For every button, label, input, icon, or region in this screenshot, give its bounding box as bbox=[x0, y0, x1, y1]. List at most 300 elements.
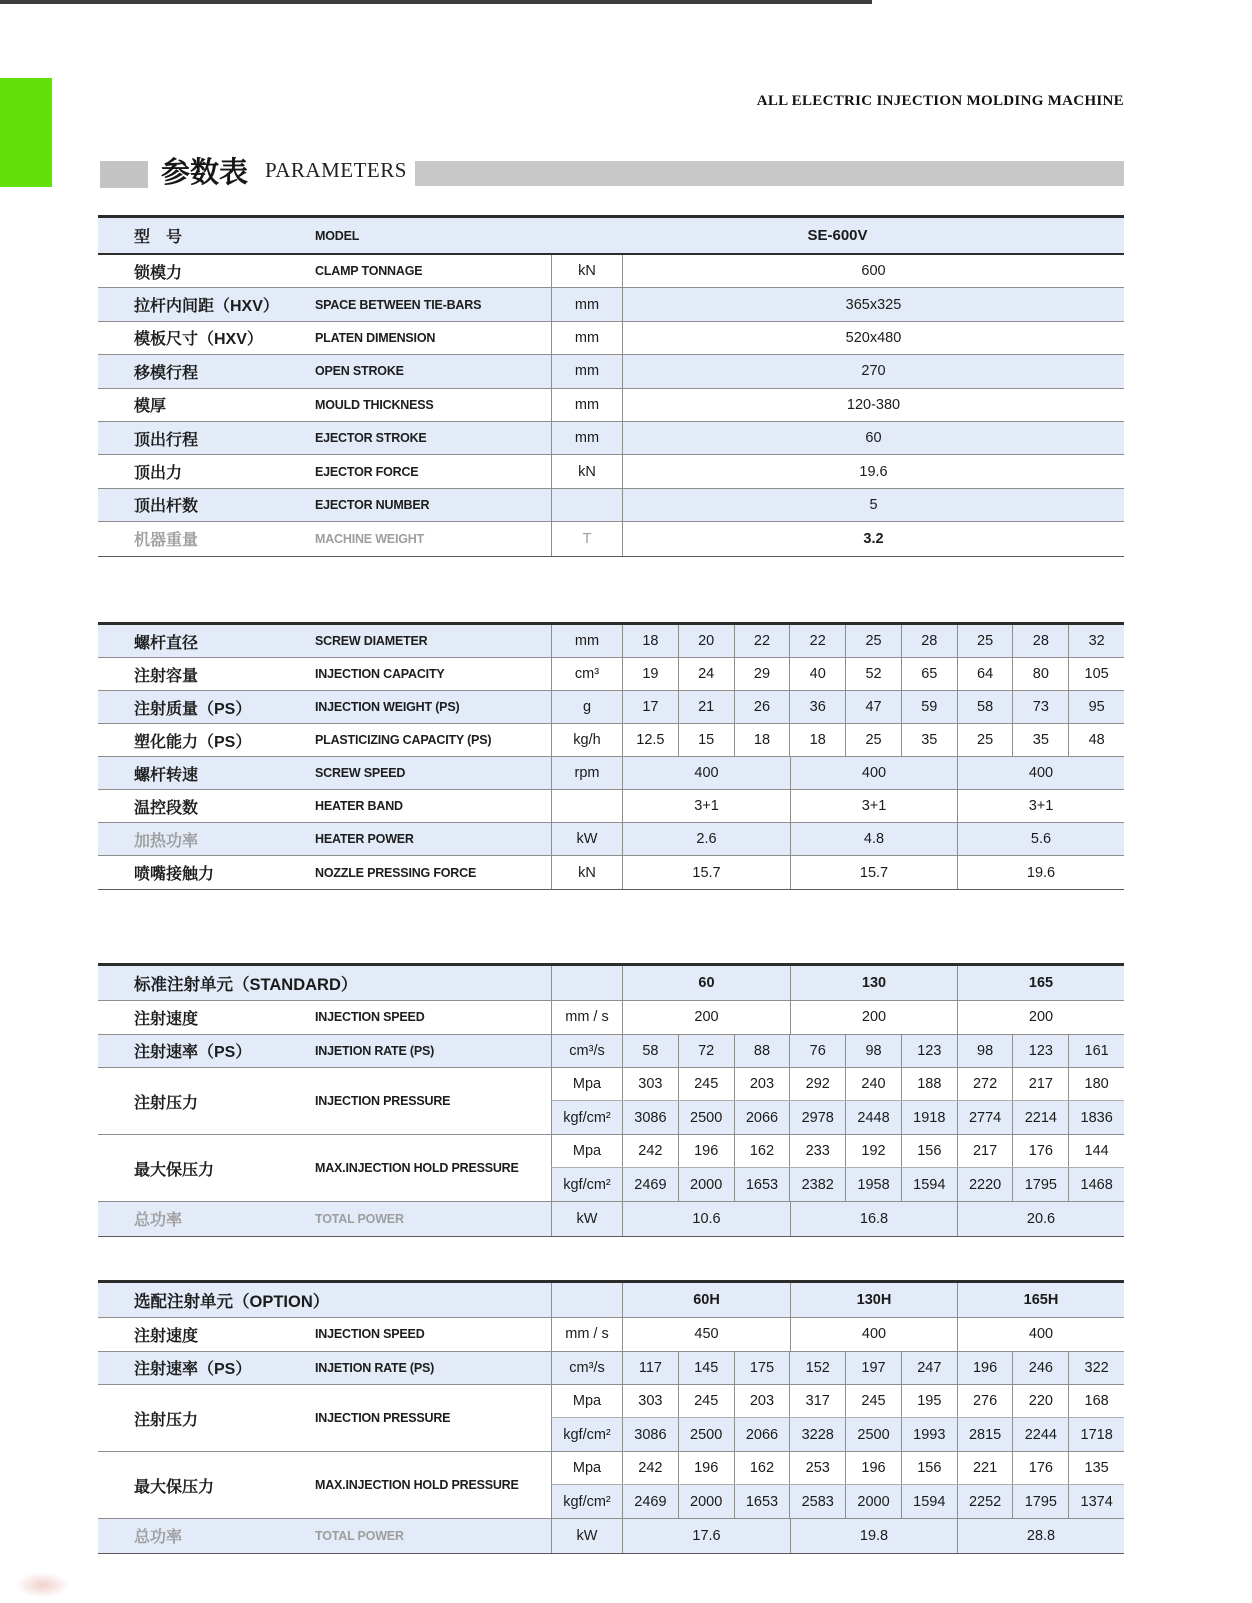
row-unit bbox=[551, 489, 623, 521]
row-unit: kW bbox=[551, 823, 623, 855]
value-cell: 180 bbox=[1068, 1068, 1124, 1100]
row-unit: mm bbox=[551, 288, 623, 320]
row-values bbox=[623, 422, 1124, 454]
value-cell: 1718 bbox=[1068, 1418, 1124, 1451]
row-values bbox=[623, 1068, 1124, 1100]
row-values bbox=[623, 1035, 1124, 1068]
row-label-cn: 注射速度 bbox=[134, 1010, 199, 1028]
table-row bbox=[98, 856, 1124, 889]
value-cell: 162 bbox=[734, 1452, 790, 1484]
row-label-cn: 螺杆转速 bbox=[134, 766, 199, 784]
value-cell: 145 bbox=[678, 1352, 734, 1385]
value-cell: 2066 bbox=[734, 1101, 790, 1134]
row-unit: rpm bbox=[551, 757, 623, 789]
value-cell: 73 bbox=[1012, 691, 1068, 723]
value-cell: 105 bbox=[1068, 658, 1124, 690]
row-label-cn: 注射质量（PS） bbox=[134, 700, 252, 718]
row-label-cn: 螺杆直径 bbox=[134, 634, 199, 652]
value-cell: 192 bbox=[845, 1135, 901, 1167]
row-label-en: SCREW SPEED bbox=[315, 766, 406, 780]
value-cell: 1653 bbox=[734, 1485, 790, 1518]
row-label-en: HEATER POWER bbox=[315, 832, 414, 846]
row-label-en: MOULD THICKNESS bbox=[315, 397, 434, 412]
row-label-cn: 机器重量 bbox=[134, 532, 199, 550]
row-values bbox=[623, 255, 1124, 287]
value-cell: 2774 bbox=[957, 1101, 1013, 1134]
value-cell: 2500 bbox=[845, 1418, 901, 1451]
value-cell: 22 bbox=[789, 625, 845, 657]
row-subrows bbox=[551, 1385, 1124, 1451]
row-label-cn: 注射速率（PS） bbox=[134, 1361, 252, 1379]
row-label-en: EJECTOR NUMBER bbox=[315, 497, 430, 512]
value-cell: 176 bbox=[1012, 1452, 1068, 1484]
table-row bbox=[98, 625, 1124, 658]
table-subrow bbox=[551, 1135, 1124, 1168]
value-cell: 29 bbox=[734, 658, 790, 690]
value-cell: 72 bbox=[678, 1035, 734, 1068]
value-cell: 200 bbox=[957, 1001, 1124, 1034]
value-cell: 1374 bbox=[1068, 1485, 1124, 1518]
option-injection-unit-table bbox=[98, 1280, 1124, 1554]
row-values bbox=[623, 790, 1124, 822]
value-cell: 400 bbox=[957, 1318, 1124, 1351]
row-label-en: MACHINE WEIGHT bbox=[315, 531, 424, 546]
row-label-cn: 注射速率（PS） bbox=[134, 1044, 252, 1062]
value-cell: 65 bbox=[901, 658, 957, 690]
row-values bbox=[623, 823, 1124, 855]
table-subrow bbox=[551, 1168, 1124, 1201]
value-cell: 15.7 bbox=[692, 864, 721, 881]
value-cell: 322 bbox=[1068, 1352, 1124, 1385]
value-cell: 242 bbox=[638, 1460, 663, 1476]
value-cell: 28 bbox=[1012, 625, 1068, 657]
row-values bbox=[623, 658, 1124, 690]
row-unit: Mpa bbox=[551, 1135, 623, 1167]
row-label-en: INJECTION CAPACITY bbox=[315, 667, 445, 681]
table-row bbox=[98, 1452, 1124, 1519]
table-row bbox=[98, 255, 1124, 288]
value-cell: 217 bbox=[1012, 1068, 1068, 1100]
value-cell: 203 bbox=[734, 1068, 790, 1100]
table-row bbox=[98, 522, 1124, 555]
value-cell: 400 bbox=[694, 765, 719, 781]
value-cell: 2448 bbox=[845, 1101, 901, 1134]
value-cell: 144 bbox=[1068, 1135, 1124, 1167]
value-cell: 400 bbox=[790, 757, 957, 789]
title-decoration-bar bbox=[415, 161, 1124, 186]
option_table-header bbox=[98, 1283, 1124, 1318]
row-values bbox=[623, 856, 1124, 889]
standard_table-header bbox=[98, 966, 1124, 1001]
page-top-accent-strip bbox=[0, 0, 872, 4]
row-unit: Mpa bbox=[551, 1452, 623, 1484]
value-cell: 162 bbox=[734, 1135, 790, 1167]
row-values bbox=[623, 1418, 1124, 1451]
row-values bbox=[623, 1485, 1124, 1518]
row-subrows bbox=[551, 1452, 1124, 1518]
value-cell: 195 bbox=[901, 1385, 957, 1417]
row-label-en: TOTAL POWER bbox=[315, 1211, 404, 1226]
row-label-cn: 总功率 bbox=[134, 1529, 183, 1547]
value-cell: 2382 bbox=[789, 1168, 845, 1201]
value-cell: 247 bbox=[901, 1352, 957, 1385]
row-unit bbox=[551, 790, 623, 822]
value-cell: 253 bbox=[789, 1452, 845, 1484]
value-cell: 16.8 bbox=[790, 1202, 957, 1236]
value-cell: 196 bbox=[845, 1452, 901, 1484]
table-row bbox=[98, 757, 1124, 790]
table-row bbox=[98, 1318, 1124, 1352]
row-values bbox=[623, 1352, 1124, 1385]
value-cell: 220 bbox=[1012, 1385, 1068, 1417]
value-cell: 276 bbox=[957, 1385, 1013, 1417]
row-value: 3.2 bbox=[863, 530, 884, 547]
group-header-cell: 165 bbox=[957, 966, 1124, 1000]
table-row bbox=[98, 322, 1124, 355]
value-cell: 156 bbox=[901, 1135, 957, 1167]
table-row bbox=[98, 691, 1124, 724]
table-row bbox=[98, 823, 1124, 856]
row-unit: g bbox=[551, 691, 623, 723]
table-subrow bbox=[551, 1385, 1124, 1418]
row-label-en: SCREW DIAMETER bbox=[315, 634, 428, 648]
row-values bbox=[623, 455, 1124, 487]
table-subrow bbox=[551, 1101, 1124, 1134]
table-row bbox=[98, 1001, 1124, 1035]
row-label-cn: 顶出行程 bbox=[134, 431, 199, 449]
table-row bbox=[98, 658, 1124, 691]
value-cell: 18 bbox=[734, 724, 790, 756]
value-cell: 245 bbox=[678, 1385, 734, 1417]
row-unit: kN bbox=[551, 255, 623, 287]
page-header-tagline: ALL ELECTRIC INJECTION MOLDING MACHINE bbox=[756, 93, 1124, 109]
table-row bbox=[98, 1035, 1124, 1069]
value-cell: 176 bbox=[1012, 1135, 1068, 1167]
value-cell: 35 bbox=[1012, 724, 1068, 756]
row-value: 270 bbox=[861, 363, 886, 380]
value-cell: 2583 bbox=[789, 1485, 845, 1518]
value-cell: 2214 bbox=[1012, 1101, 1068, 1134]
table-subrow bbox=[551, 1068, 1124, 1101]
value-cell: 95 bbox=[1068, 691, 1124, 723]
row-label-cn: 拉杆内间距（HXV） bbox=[134, 298, 279, 316]
value-cell: 1653 bbox=[734, 1168, 790, 1201]
value-cell: 1594 bbox=[901, 1485, 957, 1518]
group-header-cell: 130 bbox=[790, 966, 957, 1000]
value-cell: 88 bbox=[734, 1035, 790, 1068]
row-unit: mm / s bbox=[551, 1001, 623, 1034]
table-row bbox=[98, 455, 1124, 488]
row-label-cn: 注射压力 bbox=[134, 1411, 199, 1429]
row-unit: mm bbox=[551, 322, 623, 354]
value-cell: 3086 bbox=[634, 1426, 667, 1443]
value-cell: 2.6 bbox=[696, 831, 717, 847]
green-accent-block bbox=[0, 78, 52, 187]
row-label-cn: 塑化能力（PS） bbox=[134, 733, 252, 751]
table-row bbox=[98, 288, 1124, 321]
table-row bbox=[98, 1519, 1124, 1553]
table-row bbox=[98, 1135, 1124, 1202]
value-cell: 2220 bbox=[957, 1168, 1013, 1201]
title-decoration-square bbox=[100, 161, 148, 188]
row-unit: kN bbox=[551, 455, 623, 487]
row-label-en: INJETION RATE (PS) bbox=[315, 1360, 435, 1375]
row-values bbox=[623, 1519, 1124, 1553]
row-value: 120-380 bbox=[846, 396, 901, 413]
value-cell: 1958 bbox=[845, 1168, 901, 1201]
row-value: 600 bbox=[861, 263, 886, 280]
value-cell: 17 bbox=[642, 699, 659, 715]
value-cell: 36 bbox=[789, 691, 845, 723]
value-cell: 98 bbox=[845, 1035, 901, 1068]
row-label-cn: 顶出力 bbox=[134, 465, 183, 483]
row-unit: kgf/cm² bbox=[551, 1168, 623, 1201]
row-unit: mm bbox=[551, 389, 623, 421]
row-label-cn: 注射容量 bbox=[134, 667, 199, 685]
standard-injection-unit-table bbox=[98, 963, 1124, 1237]
value-cell: 175 bbox=[734, 1352, 790, 1385]
value-cell: 52 bbox=[845, 658, 901, 690]
value-cell: 2244 bbox=[1012, 1418, 1068, 1451]
row-unit: kg/h bbox=[551, 724, 623, 756]
value-cell: 10.6 bbox=[692, 1210, 721, 1227]
row-value: 5 bbox=[869, 496, 878, 513]
table-row bbox=[98, 1068, 1124, 1135]
value-cell: 22 bbox=[734, 625, 790, 657]
value-cell: 2252 bbox=[957, 1485, 1013, 1518]
value-cell: 20 bbox=[678, 625, 734, 657]
value-cell: 203 bbox=[734, 1385, 790, 1417]
section-title-en: PARAMETERS bbox=[265, 158, 407, 182]
row-unit: kW bbox=[551, 1519, 623, 1553]
value-cell: 400 bbox=[957, 757, 1124, 789]
value-cell: 28.8 bbox=[957, 1519, 1124, 1553]
table-row bbox=[98, 790, 1124, 823]
value-cell: 19 bbox=[642, 666, 659, 682]
value-cell: 35 bbox=[901, 724, 957, 756]
row-value: 365x325 bbox=[845, 296, 902, 313]
value-cell: 242 bbox=[638, 1143, 663, 1159]
value-cell: 40 bbox=[789, 658, 845, 690]
row-label-en: NOZZLE PRESSING FORCE bbox=[315, 865, 477, 880]
row-unit: cm³ bbox=[551, 658, 623, 690]
row-subrows bbox=[551, 1068, 1124, 1134]
row-values bbox=[623, 489, 1124, 521]
value-cell: 3086 bbox=[634, 1109, 667, 1126]
row-values bbox=[623, 1001, 1124, 1034]
value-cell: 2000 bbox=[845, 1485, 901, 1518]
row-label-en: MAX.INJECTION HOLD PRESSURE bbox=[315, 1161, 519, 1175]
value-cell: 80 bbox=[1012, 658, 1068, 690]
screw-spec-table bbox=[98, 622, 1124, 890]
value-cell: 303 bbox=[638, 1393, 663, 1409]
value-cell: 4.8 bbox=[790, 823, 957, 855]
value-cell: 161 bbox=[1068, 1035, 1124, 1068]
row-values bbox=[623, 1452, 1124, 1484]
value-cell: 317 bbox=[789, 1385, 845, 1417]
value-cell: 64 bbox=[957, 658, 1013, 690]
row-values bbox=[623, 288, 1124, 320]
row-label-en: PLASTICIZING CAPACITY (PS) bbox=[315, 733, 492, 747]
value-cell: 98 bbox=[957, 1035, 1013, 1068]
value-cell: 3228 bbox=[789, 1418, 845, 1451]
row-label-cn: 注射压力 bbox=[134, 1094, 199, 1112]
row-unit: mm bbox=[551, 625, 623, 657]
header-unit-cell bbox=[551, 966, 623, 1000]
row-values bbox=[623, 355, 1124, 387]
row-unit: mm bbox=[551, 355, 623, 387]
value-cell: 25 bbox=[845, 625, 901, 657]
row-subrows bbox=[551, 1135, 1124, 1201]
table-row bbox=[98, 724, 1124, 757]
value-cell: 152 bbox=[789, 1352, 845, 1385]
value-cell: 21 bbox=[678, 691, 734, 723]
value-cell: 221 bbox=[957, 1452, 1013, 1484]
value-cell: 156 bbox=[901, 1452, 957, 1484]
row-values bbox=[623, 1135, 1124, 1167]
value-cell: 1795 bbox=[1012, 1168, 1068, 1201]
value-cell: 20.6 bbox=[957, 1202, 1124, 1236]
value-cell: 2500 bbox=[678, 1418, 734, 1451]
group-header-cell: 130H bbox=[790, 1283, 957, 1317]
value-cell: 24 bbox=[678, 658, 734, 690]
value-cell: 272 bbox=[957, 1068, 1013, 1100]
row-label-en: CLAMP TONNAGE bbox=[315, 264, 423, 279]
row-label-en: INJECTION PRESSURE bbox=[315, 1094, 451, 1108]
value-cell: 26 bbox=[734, 691, 790, 723]
value-cell: 28 bbox=[901, 625, 957, 657]
row-label-cn: 顶出杆数 bbox=[134, 498, 199, 516]
value-cell: 123 bbox=[1012, 1035, 1068, 1068]
value-cell: 2000 bbox=[678, 1485, 734, 1518]
row-values bbox=[623, 1202, 1124, 1236]
value-cell: 17.6 bbox=[692, 1527, 721, 1544]
value-cell: 200 bbox=[790, 1001, 957, 1034]
group-header-cell: 165H bbox=[957, 1283, 1124, 1317]
value-cell: 2469 bbox=[634, 1493, 667, 1510]
value-cell: 217 bbox=[957, 1135, 1013, 1167]
value-cell: 245 bbox=[678, 1068, 734, 1100]
value-cell: 12.5 bbox=[636, 732, 665, 748]
value-cell: 117 bbox=[638, 1359, 662, 1376]
value-cell: 25 bbox=[845, 724, 901, 756]
value-cell: 400 bbox=[790, 1318, 957, 1351]
row-label-en: PLATEN DIMENSION bbox=[315, 330, 436, 345]
value-cell: 58 bbox=[642, 1042, 659, 1059]
value-cell: 32 bbox=[1068, 625, 1124, 657]
table-row bbox=[98, 1385, 1124, 1452]
row-unit: Mpa bbox=[551, 1385, 623, 1417]
value-cell: 1795 bbox=[1012, 1485, 1068, 1518]
table-subrow bbox=[551, 1418, 1124, 1451]
value-cell: 15 bbox=[678, 724, 734, 756]
row-label-cn: 总功率 bbox=[134, 1212, 183, 1230]
option_table-title: 选配注射单元（OPTION） bbox=[134, 1293, 330, 1311]
row-unit: kgf/cm² bbox=[551, 1418, 623, 1451]
model-header-label-en: MODEL bbox=[315, 228, 360, 243]
row-values bbox=[623, 322, 1124, 354]
row-label-en: TOTAL POWER bbox=[315, 1528, 404, 1543]
row-unit: kgf/cm² bbox=[551, 1485, 623, 1518]
value-cell: 1594 bbox=[901, 1168, 957, 1201]
value-cell: 25 bbox=[957, 724, 1013, 756]
value-cell: 1468 bbox=[1068, 1168, 1124, 1201]
table-row bbox=[98, 1352, 1124, 1386]
row-values bbox=[623, 625, 1124, 657]
value-cell: 3+1 bbox=[957, 790, 1124, 822]
value-cell: 188 bbox=[901, 1068, 957, 1100]
row-label-en: SPACE BETWEEN TIE-BARS bbox=[315, 297, 482, 312]
row-label-en: MAX.INJECTION HOLD PRESSURE bbox=[315, 1478, 519, 1492]
value-cell: 47 bbox=[845, 691, 901, 723]
row-values bbox=[623, 1385, 1124, 1417]
model-value: SE-600V bbox=[807, 227, 868, 244]
value-cell: 2815 bbox=[957, 1418, 1013, 1451]
row-unit: kW bbox=[551, 1202, 623, 1236]
model-header-label-cn: 型 号 bbox=[134, 229, 183, 246]
value-cell: 196 bbox=[678, 1452, 734, 1484]
row-label-en: INJECTION PRESSURE bbox=[315, 1411, 451, 1425]
value-cell: 2500 bbox=[678, 1101, 734, 1134]
value-cell: 5.6 bbox=[957, 823, 1124, 855]
row-label-cn: 最大保压力 bbox=[134, 1161, 215, 1179]
value-cell: 135 bbox=[1068, 1452, 1124, 1484]
model-spec-table bbox=[98, 215, 1124, 557]
value-cell: 303 bbox=[638, 1076, 663, 1092]
value-cell: 3+1 bbox=[790, 790, 957, 822]
row-label-cn: 锁模力 bbox=[134, 264, 183, 282]
row-label-cn: 模厚 bbox=[134, 398, 167, 416]
row-values bbox=[623, 724, 1124, 756]
table-subrow bbox=[551, 1452, 1124, 1485]
row-label-cn: 加热功率 bbox=[134, 832, 199, 850]
group-header-cell: 60 bbox=[698, 975, 715, 991]
row-label-cn: 最大保压力 bbox=[134, 1478, 215, 1496]
row-unit: T bbox=[551, 522, 623, 555]
table-row bbox=[98, 422, 1124, 455]
table-row bbox=[98, 1202, 1124, 1236]
value-cell: 3+1 bbox=[694, 798, 719, 814]
row-values bbox=[623, 757, 1124, 789]
row-label-cn: 温控段数 bbox=[134, 799, 199, 817]
row-value: 19.6 bbox=[859, 463, 888, 480]
model-table-header bbox=[98, 218, 1124, 255]
row-label-en: INJETION RATE (PS) bbox=[315, 1043, 435, 1058]
table-subrow bbox=[551, 1485, 1124, 1518]
value-cell: 48 bbox=[1068, 724, 1124, 756]
value-cell: 1836 bbox=[1068, 1101, 1124, 1134]
value-cell: 2469 bbox=[634, 1176, 667, 1193]
value-cell: 18 bbox=[789, 724, 845, 756]
row-unit: mm bbox=[551, 422, 623, 454]
row-unit: kgf/cm² bbox=[551, 1101, 623, 1134]
value-cell: 197 bbox=[845, 1352, 901, 1385]
row-unit: cm³/s bbox=[551, 1035, 623, 1068]
header-unit-cell bbox=[551, 1283, 623, 1317]
row-values bbox=[623, 389, 1124, 421]
value-cell: 59 bbox=[901, 691, 957, 723]
value-cell: 19.6 bbox=[957, 856, 1124, 889]
row-label-cn: 移模行程 bbox=[134, 364, 199, 382]
row-values bbox=[623, 522, 1124, 555]
row-values bbox=[623, 1318, 1124, 1351]
value-cell: 15.7 bbox=[790, 856, 957, 889]
value-cell: 292 bbox=[789, 1068, 845, 1100]
value-cell: 246 bbox=[1012, 1352, 1068, 1385]
value-cell: 245 bbox=[845, 1385, 901, 1417]
value-cell: 123 bbox=[901, 1035, 957, 1068]
row-label-cn: 喷嘴接触力 bbox=[134, 866, 215, 883]
